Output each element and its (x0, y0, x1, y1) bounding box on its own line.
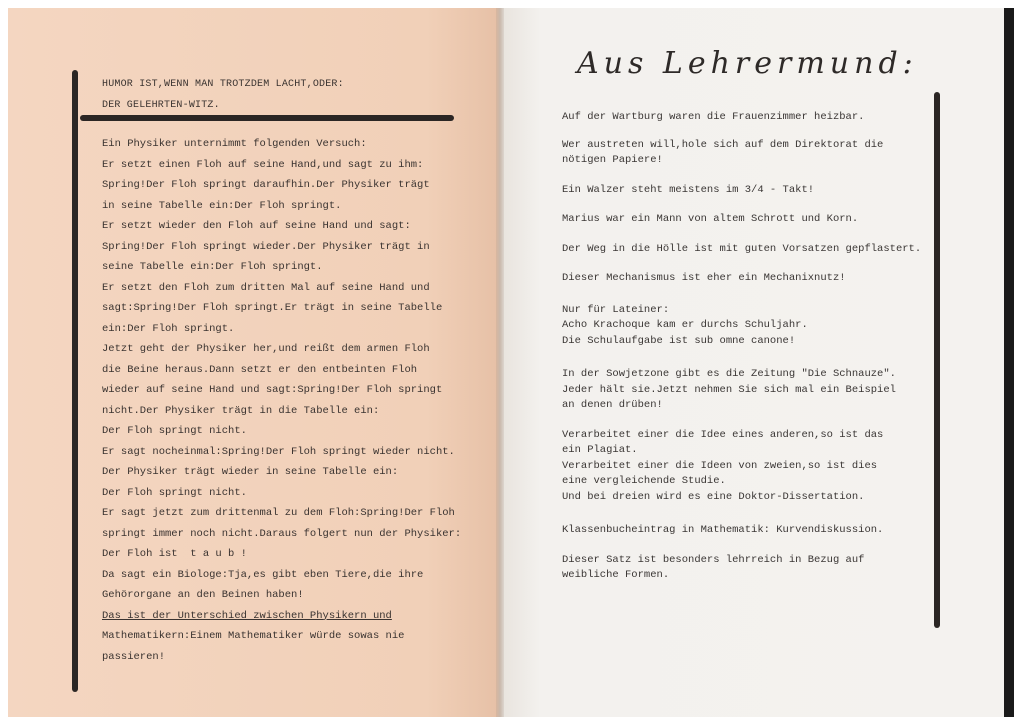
quote-line: Auf der Wartburg waren die Frauenzimmer heizbar. (562, 111, 865, 123)
text-line: Jetzt geht der Physiker her,und reißt dem armen Floh (102, 343, 430, 355)
right-page-title: Aus Lehrermund: (577, 46, 918, 81)
quote-line: Verarbeitet einer die Ideen von zweien,so ist dies (562, 459, 878, 472)
quote-line: Dieser Satz ist besonders lehrreich in Bezug auf (562, 553, 865, 566)
quote-line: eine vergleichende Studie. (562, 475, 726, 487)
quote-line: Klassenbucheintrag in Mathematik: Kurvendiskussion. (562, 524, 884, 536)
text-line: Spring!Der Floh springt wieder.Der Physiker trägt in (102, 240, 430, 253)
text-line: Gehörorgane an den Beinen haben! (102, 589, 304, 601)
quote-line: Verarbeitet einer die Idee eines anderen,so ist das (562, 428, 884, 441)
text-line: sagt:Spring!Der Floh springt.Er trägt in seine Tabelle (102, 302, 443, 314)
text-line: springt immer noch nicht.Daraus folgert nun der Physiker: (102, 527, 462, 540)
text-line: in seine Tabelle ein:Der Floh springt. (102, 199, 342, 212)
quote-line: Der Weg in die Hölle ist mit guten Vorsatzen gepflastert. (562, 242, 922, 255)
quote-line: In der Sowjetzone gibt es die Zeitung "Die Schnauze". (562, 368, 896, 380)
text-line: Das ist der Unterschied zwischen Physikern und (102, 609, 392, 622)
text-line: passieren! (102, 650, 166, 663)
text-line: Er sagt jetzt zum drittenmal zu dem Floh:Spring!Der Floh (102, 507, 455, 519)
text-line: Er setzt den Floh zum dritten Mal auf seine Hand und (102, 281, 430, 294)
text-line: Er setzt einen Floh auf seine Hand,und sagt zu ihm: (102, 158, 424, 171)
quote-paragraph (562, 553, 932, 584)
right-vertical-rule (934, 92, 940, 628)
quote-line: an denen drüben! (562, 399, 663, 411)
quote-line: Die Schulaufgabe ist sub omne canone! (562, 334, 796, 347)
heading-line: HUMOR IST,WENN MAN TROTZDEM LACHT,ODER: (102, 79, 344, 90)
quote-line: Ein Walzer steht meistens im 3/4 - Takt! (562, 183, 815, 196)
quote-line: Wer austreten will,hole sich auf dem Direktorat die (562, 138, 884, 151)
quote-paragraph (562, 110, 932, 126)
text-line: Da sagt ein Biologe:Tja,es gibt eben Tiere,die ihre (102, 568, 424, 581)
left-vertical-rule (72, 70, 78, 692)
quote-paragraph (562, 303, 932, 350)
quote-paragraph (562, 138, 932, 169)
quote-line: Jeder hält sie.Jetzt nehmen Sie sich mal ein Beispiel (562, 383, 896, 396)
quote-line: Nur für Lateiner: (562, 303, 670, 316)
text-line: Der Floh ist t a u b ! (102, 548, 247, 560)
quote-paragraph (562, 212, 932, 228)
quote-line: ein Plagiat. (562, 444, 638, 456)
text-line: Der Physiker trägt wieder in seine Tabelle ein: (102, 466, 399, 478)
quote-paragraph (562, 271, 932, 287)
text-line: Spring!Der Floh springt daraufhin.Der Physiker trägt (102, 179, 430, 191)
page-edge-shadow (1004, 8, 1014, 717)
quote-line: Marius war ein Mann von altem Schrott und Korn. (562, 213, 859, 225)
book-spine (496, 8, 504, 717)
quote-paragraph (562, 523, 932, 539)
quote-line: Und bei dreien wird es eine Doktor-Dissertation. (562, 490, 865, 503)
text-line: Der Floh springt nicht. (102, 486, 247, 499)
left-heading (102, 74, 344, 116)
text-line: Mathematikern:Einem Mathematiker würde sowas nie (102, 630, 405, 642)
quote-paragraph (562, 242, 932, 258)
text-line: seine Tabelle ein:Der Floh springt. (102, 261, 323, 273)
teacher-quotes (562, 110, 932, 584)
quote-paragraph (562, 428, 932, 506)
quote-paragraph (562, 367, 932, 414)
text-line: Er setzt wieder den Floh auf seine Hand und sagt: (102, 220, 411, 232)
text-line: Ein Physiker unternimmt folgenden Versuch: (102, 138, 367, 150)
quote-line: nötigen Papiere! (562, 154, 663, 166)
text-line: nicht.Der Physiker trägt in die Tabelle ein: (102, 404, 380, 417)
quote-line: Dieser Mechanismus ist eher ein Mechanixnutz! (562, 272, 846, 284)
text-line: wieder auf seine Hand und sagt:Spring!Der Floh springt (102, 384, 443, 396)
text-line: die Beine heraus.Dann setzt er den entbeinten Floh (102, 363, 418, 376)
text-line: Er sagt nocheinmal:Spring!Der Floh springt wieder nicht. (102, 445, 455, 458)
quote-paragraph (562, 183, 932, 199)
text-line: ein:Der Floh springt. (102, 322, 235, 335)
quote-line: weibliche Formen. (562, 569, 670, 581)
joke-text (102, 134, 482, 667)
heading-line: DER GELEHRTEN-WITZ. (102, 100, 220, 111)
quote-line: Acho Krachoque kam er durchs Schuljahr. (562, 319, 808, 331)
text-line: Der Floh springt nicht. (102, 425, 247, 437)
